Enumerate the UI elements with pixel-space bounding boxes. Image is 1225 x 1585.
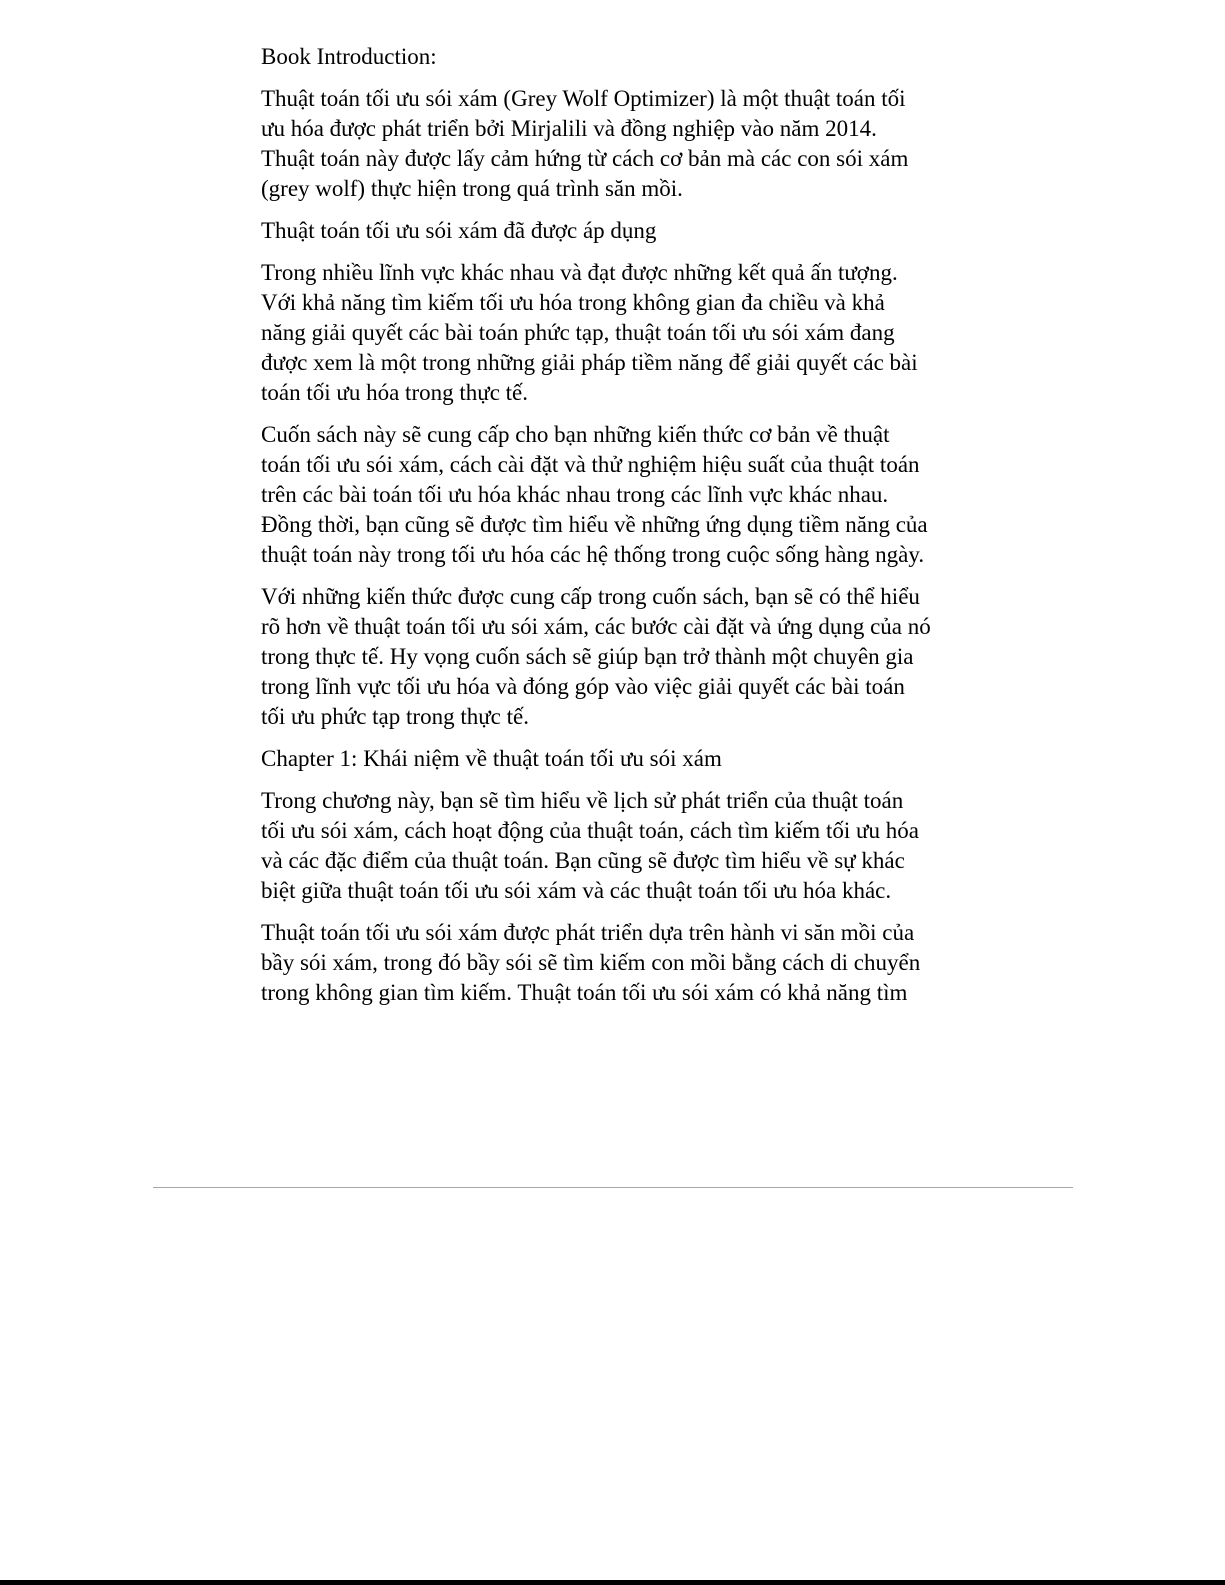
text-line: toán tối ưu sói xám, cách cài đặt và thử nghiệm hiệu suất của thuật toán	[261, 452, 920, 477]
text-line: trong thực tế. Hy vọng cuốn sách sẽ giúp bạn trở thành một chuyên gia	[261, 644, 914, 669]
text-line: (grey wolf) thực hiện trong quá trình săn mồi.	[261, 176, 683, 201]
text-line: Với khả năng tìm kiếm tối ưu hóa trong không gian đa chiều và khả	[261, 290, 885, 315]
text-line: Thuật toán tối ưu sói xám được phát triển dựa trên hành vi săn mồi của	[261, 920, 915, 945]
text-line: trên các bài toán tối ưu hóa khác nhau trong các lĩnh vực khác nhau.	[261, 482, 889, 507]
intro-paragraph	[261, 84, 966, 204]
text-line: rõ hơn về thuật toán tối ưu sói xám, các bước cài đặt và ứng dụng của nó	[261, 614, 931, 639]
text-line: tối ưu sói xám, cách hoạt động của thuật toán, cách tìm kiếm tối ưu hóa	[261, 818, 919, 843]
text-line: trong không gian tìm kiếm. Thuật toán tối ưu sói xám có khả năng tìm	[261, 980, 908, 1005]
text-line: Trong nhiều lĩnh vực khác nhau và đạt được những kết quả ấn tượng.	[261, 260, 898, 285]
text-line: Đồng thời, bạn cũng sẽ được tìm hiểu về những ứng dụng tiềm năng của	[261, 512, 928, 537]
book-overview-paragraph	[261, 420, 966, 570]
text-line: toán tối ưu hóa trong thực tế.	[261, 380, 529, 405]
text-line: Chapter 1: Khái niệm về thuật toán tối ưu sói xám	[261, 746, 722, 771]
chapter-1-intro-paragraph	[261, 786, 966, 906]
hunting-behavior-paragraph	[261, 918, 966, 1008]
text-line: Thuật toán tối ưu sói xám (Grey Wolf Optimizer) là một thuật toán tối	[261, 86, 906, 111]
text-line: Với những kiến thức được cung cấp trong cuốn sách, bạn sẽ có thể hiểu	[261, 584, 920, 609]
text-line: Thuật toán tối ưu sói xám đã được áp dụng	[261, 218, 657, 243]
text-line: Cuốn sách này sẽ cung cấp cho bạn những kiến thức cơ bản về thuật	[261, 422, 890, 447]
text-line: được xem là một trong những giải pháp tiềm năng để giải quyết các bài	[261, 350, 918, 375]
text-line: biệt giữa thuật toán tối ưu sói xám và các thuật toán tối ưu hóa khác.	[261, 878, 892, 903]
text-line: ưu hóa được phát triển bởi Mirjalili và đồng nghiệp vào năm 2014.	[261, 116, 877, 141]
text-line: Thuật toán này được lấy cảm hứng từ cách cơ bản mà các con sói xám	[261, 146, 909, 171]
text-line: tối ưu phức tạp trong thực tế.	[261, 704, 529, 729]
text-line: thuật toán này trong tối ưu hóa các hệ thống trong cuộc sống hàng ngày.	[261, 542, 925, 567]
page-content	[261, 42, 966, 1020]
applied-heading	[261, 216, 966, 246]
text-line: trong lĩnh vực tối ưu hóa và đóng góp vào việc giải quyết các bài toán	[261, 674, 905, 699]
text-line: Trong chương này, bạn sẽ tìm hiểu về lịch sử phát triển của thuật toán	[261, 788, 904, 813]
bottom-edge	[0, 1580, 1225, 1585]
knowledge-paragraph	[261, 582, 966, 732]
text-line: Book Introduction:	[261, 44, 437, 69]
chapter-1-heading	[261, 744, 966, 774]
applications-paragraph	[261, 258, 966, 408]
text-line: bầy sói xám, trong đó bầy sói sẽ tìm kiếm con mồi bằng cách di chuyển	[261, 950, 921, 975]
book-introduction-heading	[261, 42, 966, 72]
text-line: năng giải quyết các bài toán phức tạp, thuật toán tối ưu sói xám đang	[261, 320, 895, 345]
page-divider	[153, 1187, 1073, 1188]
text-line: và các đặc điểm của thuật toán. Bạn cũng sẽ được tìm hiểu về sự khác	[261, 848, 905, 873]
